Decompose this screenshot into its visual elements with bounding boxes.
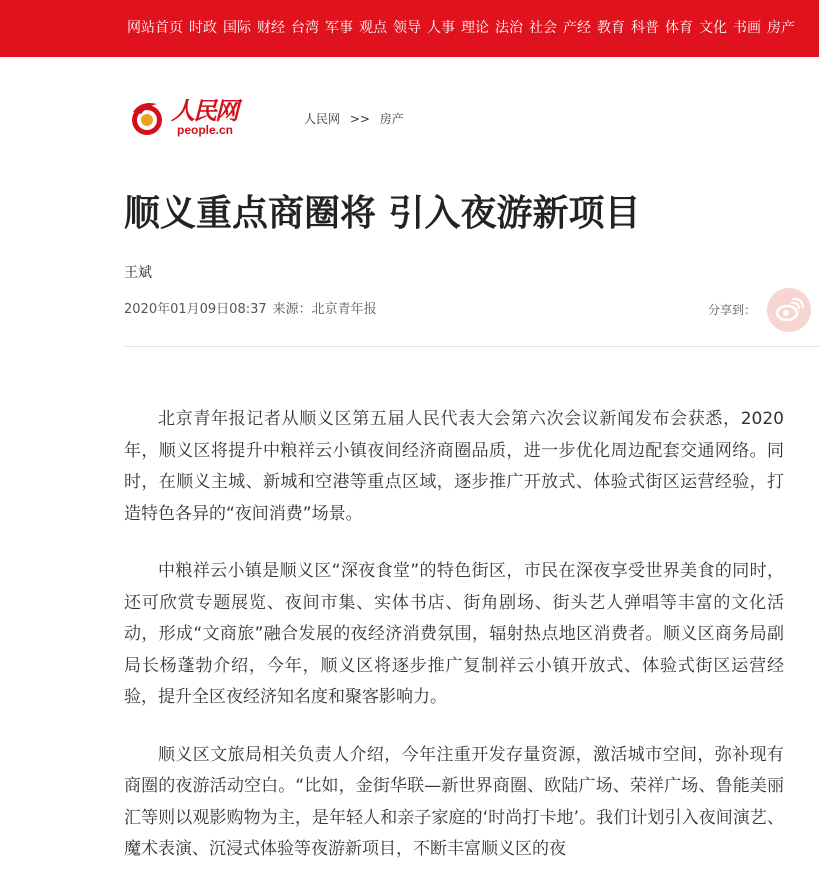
article-source: 来源：北京青年报 (272, 302, 377, 317)
article-meta (124, 301, 377, 319)
weibo-share-button[interactable] (767, 288, 811, 332)
header-divider (124, 346, 819, 347)
people-daily-logo[interactable] (127, 96, 245, 142)
share-label: 分享到： (708, 303, 757, 317)
weibo-icon (767, 288, 811, 332)
article-datetime: 2020年01月09日08:37 (124, 302, 267, 317)
top-nav-bar (0, 0, 819, 57)
nav-item-real-estate[interactable]: 房产 (767, 20, 795, 36)
nav-item-industry[interactable]: 产经 (563, 20, 591, 36)
breadcrumb-separator: >> (349, 112, 370, 126)
breadcrumb (304, 111, 404, 127)
nav-item-home[interactable]: 网站首页 (127, 20, 183, 36)
nav-item-personnel[interactable]: 人事 (427, 20, 455, 36)
breadcrumb-section-link[interactable]: 房产 (379, 112, 404, 126)
nav-item-opinion[interactable]: 观点 (359, 20, 387, 36)
nav-item-science[interactable]: 科普 (631, 20, 659, 36)
article-body (124, 404, 784, 892)
people-daily-logo-icon (127, 98, 169, 140)
nav-item-military[interactable]: 军事 (325, 20, 353, 36)
article-paragraph: 中粮祥云小镇是顺义区“深夜食堂”的特色街区，市民在深夜享受世界美食的同时，还可欣赏专题展览、夜间市集、实体书店、街角剧场、街头艺人弹唱等丰富的文化活动，形成“文商旅”融合发展的夜经济消费氛围，辐射热点地区消费者。顺义区商务局副局长杨蓬勃介绍，今年，顺义区将逐步推广复制祥云小镇开放式、体验式街区运营经验，提升全区夜经济知名度和聚客影响力。 (124, 561, 784, 707)
article-title: 顺义重点商圈将 引入夜游新项目 (124, 193, 641, 234)
nav-item-law[interactable]: 法治 (495, 20, 523, 36)
nav-item-sports[interactable]: 体育 (665, 20, 693, 36)
article-paragraph: 顺义区文旅局相关负责人介绍，今年注重开发存量资源，激活城市空间，弥补现有商圈的夜游活动空白。“比如，金街华联—新世界商圈、欧陆广场、荣祥广场、鲁能美丽汇等则以观影购物为主，是年轻人和亲子家庭的‘时尚打卡地’。我们计划引入夜间演艺、魔术表演、沉浸式体验等夜游新项目，不断丰富顺义区的夜 (124, 744, 784, 859)
logo-text: 人民网 (171, 96, 237, 125)
nav-item-leaders[interactable]: 领导 (393, 20, 421, 36)
nav-item-finance[interactable]: 财经 (257, 20, 285, 36)
nav-item-taiwan[interactable]: 台湾 (291, 20, 319, 36)
logo-subtitle: people.cn (177, 123, 234, 137)
nav-item-international[interactable]: 国际 (223, 20, 251, 36)
top-nav (127, 18, 801, 38)
nav-item-politics[interactable]: 时政 (189, 20, 217, 36)
article-author: 王斌 (124, 265, 152, 281)
nav-item-society[interactable]: 社会 (529, 20, 557, 36)
nav-item-culture[interactable]: 文化 (699, 20, 727, 36)
nav-item-education[interactable]: 教育 (597, 20, 625, 36)
breadcrumb-home-link[interactable]: 人民网 (304, 112, 341, 126)
nav-item-calligraphy[interactable]: 书画 (733, 20, 761, 36)
article-paragraph: 北京青年报记者从顺义区第五届人民代表大会第六次会议新闻发布会获悉，2020年，顺义区将提升中粮祥云小镇夜间经济商圈品质，进一步优化周边配套交通网络。同时，在顺义主城、新城和空港等重点区域，逐步推广开放式、体验式街区运营经验，打造特色各异的“夜间消费”场景。 (124, 409, 784, 524)
nav-item-theory[interactable]: 理论 (461, 20, 489, 36)
